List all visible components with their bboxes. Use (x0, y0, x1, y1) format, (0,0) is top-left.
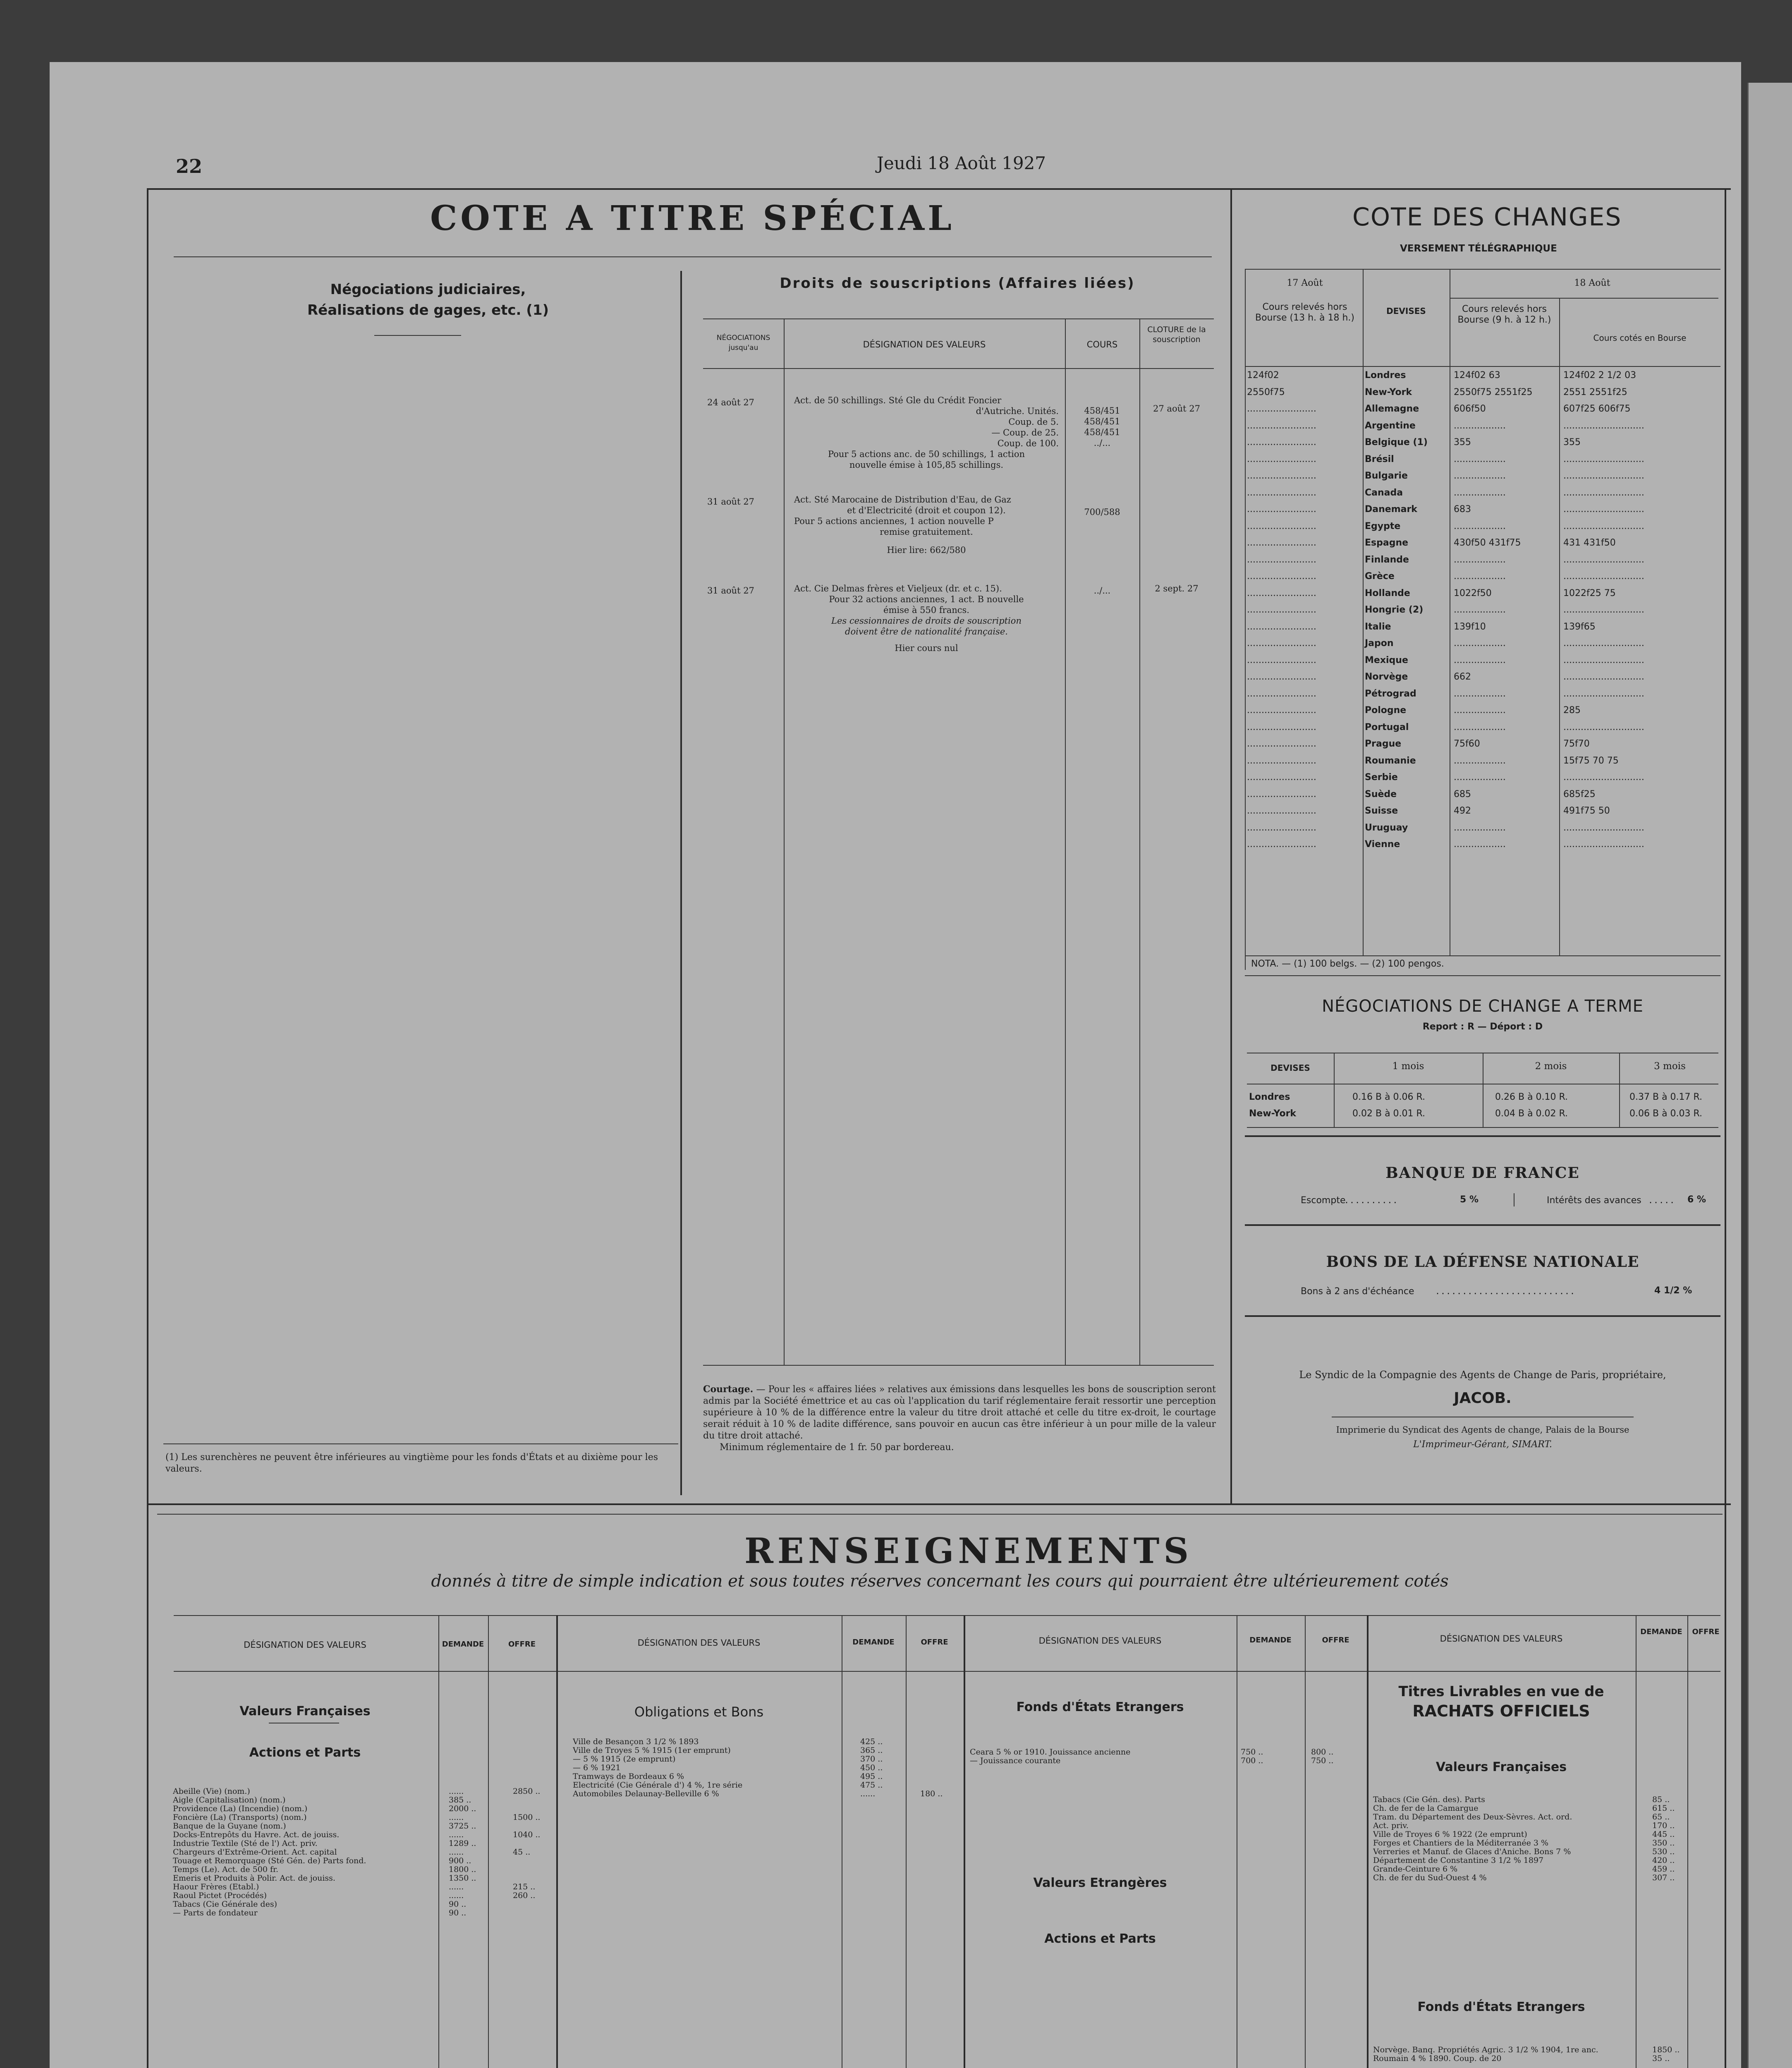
list-item-demande: 495 .. (860, 1772, 883, 1781)
changes-bourse: 491f75 50 (1563, 806, 1610, 816)
changes-devise: Espagne (1365, 538, 1409, 548)
list-item-demande: ...... (860, 1789, 876, 1798)
list-item-name: Tram. du Département des Deux-Sèvres. Act. ord. (1373, 1812, 1572, 1821)
changes-devise: Pologne (1365, 705, 1407, 716)
changes-hors: .................. (1454, 705, 1506, 716)
divider-1 (680, 271, 682, 1495)
list-item-demande: 425 .. (860, 1737, 883, 1746)
changes-bourse: ............................ (1563, 454, 1644, 464)
list-item-name: Forges et Chantiers de la Méditerranée 3 % (1373, 1838, 1549, 1848)
entry2-text: Act. Sté Marocaine de Distribution d'Eau, de Gaz et d'Electricité (droit et coupon 12). Pour 5 actions anciennes, 1 action nouvelle P remise gratuitement. Hier lire: 662/580 (794, 495, 1011, 555)
c2-col-offre: OFFRE (921, 1638, 948, 1647)
col-designation: DÉSIGNATION DES VALEURS (863, 340, 986, 349)
c3-section: Fonds d'États Etrangers (1016, 1700, 1184, 1714)
list-item-demande: 3725 .. (449, 1821, 476, 1831)
col-negociations: NÉGOCIATIONS jusqu'au (716, 334, 770, 352)
terme-ny-1: 0.02 B à 0.01 R. (1352, 1108, 1426, 1119)
adjacent-page-edge (1747, 83, 1792, 2068)
list-item-name: Raoul Pictet (Procédés) (173, 1891, 267, 1900)
changes-bourse: 2551 2551f25 (1563, 387, 1627, 397)
changes-prev: ........................ (1247, 521, 1316, 531)
list-item-name: Ch. de fer du Sud-Ouest 4 % (1373, 1873, 1487, 1882)
list-item-name: Ville de Besançon 3 1/2 % 1893 (573, 1737, 699, 1746)
avances-label: Intérêts des avances (1547, 1195, 1641, 1206)
c1-col-offre: OFFRE (508, 1640, 536, 1649)
changes-devise: Finlande (1365, 555, 1409, 565)
list-item-demande: 450 .. (860, 1763, 883, 1772)
c1-col-demande: DEMANDE (442, 1640, 484, 1649)
page-number: 22 (176, 155, 203, 177)
c2-col-demande: DEMANDE (852, 1638, 895, 1647)
changes-bourse: ............................ (1563, 571, 1644, 582)
col-bourse: Cours cotés en Bourse (1593, 333, 1687, 343)
list-item-offre: 2850 .. (513, 1787, 541, 1796)
changes-prev: 2550f75 (1247, 387, 1285, 397)
entry3-date: 31 août 27 (707, 586, 754, 596)
list-item-demande: 307 .. (1652, 1873, 1675, 1882)
left-footnote: (1) Les surenchères ne peuvent être inférieures au vingtième pour les fonds d'États et au dixième pour les valeurs. (165, 1452, 658, 1474)
cote-special-title: COTE A TITRE SPÉCIAL (430, 199, 955, 238)
changes-bourse: ............................ (1563, 504, 1644, 515)
changes-prev: ........................ (1247, 655, 1316, 665)
list-item-name: Tabacs (Cie Gén. des). Parts (1373, 1795, 1485, 1804)
courtage-text: — Pour les « affaires liées » relatives aux émissions dans lesquelles les bons de souscription seront admis par la Société émettrice et au cas où l'application du tarif réglementaire ferait ressortir une perception supérieure à 10 % de la différence entre la valeur du titre droit attaché et celle du titre ex-droit, le courtage serait réduit à 10 % de ladite différence, sans pouvoir en aucun cas être inférieur à un pour mille de la valeur du titre droit attaché. (703, 1384, 1216, 1441)
changes-hors: .................. (1454, 555, 1506, 565)
changes-bourse: 607f25 606f75 (1563, 404, 1631, 414)
changes-bourse: ............................ (1563, 421, 1644, 431)
list-item-name: Automobiles Delaunay-Belleville 6 % (573, 1789, 719, 1798)
changes-devise: Japon (1365, 638, 1394, 649)
list-item-demande: ...... (449, 1882, 464, 1891)
terme-ny-3: 0.06 B à 0.03 R. (1629, 1108, 1703, 1119)
changes-devise: Bulgarie (1365, 471, 1408, 481)
changes-bourse: ............................ (1563, 823, 1644, 833)
list-item-demande: 1800 .. (449, 1865, 476, 1874)
changes-devise: Suisse (1365, 806, 1398, 816)
list-item-offre: 750 .. (1311, 1756, 1334, 1765)
terme-devise-2: New-York (1249, 1108, 1297, 1119)
c3-col-demande: DEMANDE (1249, 1636, 1292, 1644)
list-item-name: Abeille (Vie) (nom.) (173, 1787, 250, 1796)
page-date: Jeudi 18 Août 1927 (877, 153, 1046, 173)
list-item-demande: ...... (449, 1848, 464, 1857)
changes-devise: Mexique (1365, 655, 1408, 665)
changes-bourse: 75f70 (1563, 739, 1590, 749)
terme-devise-1: Londres (1249, 1092, 1290, 1102)
changes-devise: Danemark (1365, 504, 1417, 515)
syndic-name: JACOB. (1454, 1390, 1512, 1407)
list-item-name: Electricité (Cie Générale d') 4 %, 1re série (573, 1781, 743, 1790)
list-item-demande: 445 .. (1652, 1830, 1675, 1839)
list-item-demande: 350 .. (1652, 1838, 1675, 1848)
col-prev: Cours relevés hors Bourse (13 h. à 18 h.) (1255, 302, 1354, 323)
terme-col-1: 1 mois (1392, 1061, 1424, 1072)
changes-prev: 124f02 (1247, 370, 1279, 381)
c2-section: Obligations et Bons (634, 1704, 764, 1720)
list-item-demande: 459 .. (1652, 1865, 1675, 1874)
list-item-demande: 370 .. (860, 1754, 883, 1764)
changes-devise: Italie (1365, 622, 1391, 632)
c4-col-demande: DEMANDE (1640, 1628, 1682, 1636)
list-item-demande: 615 .. (1652, 1804, 1675, 1813)
list-item-name: Ville de Troyes 5 % 1915 (1er emprunt) (573, 1746, 731, 1755)
list-item-demande: ...... (449, 1830, 464, 1839)
changes-devise: Hollande (1365, 588, 1410, 598)
changes-prev: ........................ (1247, 638, 1316, 649)
changes-bourse: ............................ (1563, 689, 1644, 699)
list-item-offre: 215 .. (513, 1882, 536, 1891)
changes-bourse: ............................ (1563, 655, 1644, 665)
changes-bourse: ............................ (1563, 521, 1644, 531)
terme-col-3: 3 mois (1654, 1061, 1686, 1072)
list-item-name: Haour Frères (Etabl.) (173, 1882, 259, 1891)
changes-hors: .................. (1454, 722, 1506, 732)
list-item-demande: 1350 .. (449, 1874, 476, 1883)
negociations-heading: Négociations judiciaires, (330, 281, 526, 298)
list-item-demande: 750 .. (1241, 1747, 1263, 1757)
list-item-demande: 365 .. (860, 1746, 883, 1755)
changes-devise: Grèce (1365, 571, 1395, 582)
changes-prev: ........................ (1247, 806, 1316, 816)
list-item-demande: 530 .. (1652, 1847, 1675, 1856)
entry2-date: 31 août 27 (707, 497, 754, 507)
changes-title: COTE DES CHANGES (1352, 203, 1622, 232)
terme-col-devises: DEVISES (1270, 1063, 1310, 1073)
list-item-demande: 700 .. (1241, 1756, 1263, 1765)
changes-hors: 2550f75 2551f25 (1454, 387, 1533, 397)
changes-bourse: ............................ (1563, 722, 1644, 732)
c1-sub: Actions et Parts (249, 1745, 361, 1760)
changes-devise: Hongrie (2) (1365, 605, 1424, 615)
list-item-name: Ceara 5 % or 1910. Jouissance ancienne (970, 1747, 1131, 1757)
changes-hors: 662 (1454, 672, 1471, 682)
changes-devise: Roumanie (1365, 756, 1416, 766)
courtage-paragraph (703, 1383, 1216, 1453)
changes-hors: .................. (1454, 823, 1506, 833)
terme-ny-2: 0.04 B à 0.02 R. (1495, 1108, 1568, 1119)
changes-bourse: ............................ (1563, 839, 1644, 850)
section-divider (147, 1503, 1731, 1505)
list-item-name: Aigle (Capitalisation) (nom.) (173, 1795, 286, 1805)
list-item-name: Industrie Textile (Sté de l') Act. priv. (173, 1839, 318, 1848)
terme-subtitle: Report : R — Déport : D (1422, 1022, 1543, 1032)
list-item-demande: ...... (449, 1813, 464, 1822)
c1-section: Valeurs Françaises (239, 1704, 371, 1719)
list-item-demande: 65 .. (1652, 1812, 1670, 1821)
c3-section2: Valeurs Etrangères (1033, 1876, 1167, 1890)
changes-prev: ........................ (1247, 789, 1316, 799)
changes-hors: .................. (1454, 655, 1506, 665)
entry1-cours: 458/451 458/451 458/451 ../... (1084, 406, 1120, 448)
changes-devise: Prague (1365, 739, 1402, 749)
list-item-demande: 2000 .. (449, 1804, 476, 1813)
changes-hors: 139f10 (1454, 622, 1486, 632)
droits-header-bottom (703, 368, 1214, 369)
changes-prev: ........................ (1247, 488, 1316, 498)
changes-prev: ........................ (1247, 705, 1316, 716)
right-border (1725, 188, 1726, 1503)
c4-heading2: RACHATS OFFICIELS (1412, 1702, 1590, 1720)
changes-hors: .................. (1454, 521, 1506, 531)
changes-prev: ........................ (1247, 404, 1316, 414)
changes-prev: ........................ (1247, 471, 1316, 481)
changes-hors: 75f60 (1454, 739, 1480, 749)
changes-prev: ........................ (1247, 772, 1316, 783)
changes-bourse: 1022f25 75 (1563, 588, 1616, 598)
list-item-name: Ch. de fer de la Camargue (1373, 1804, 1479, 1813)
changes-devise: Suède (1365, 789, 1397, 799)
banque-title: BANQUE DE FRANCE (1385, 1164, 1580, 1182)
list-item-offre: 260 .. (513, 1891, 536, 1900)
top-rule (147, 188, 1731, 190)
realisations-heading: Réalisations de gages, etc. (1) (307, 302, 549, 318)
changes-devise: Londres (1365, 370, 1406, 381)
changes-bourse: ............................ (1563, 471, 1644, 481)
c3-col-designation: DÉSIGNATION DES VALEURS (1038, 1636, 1162, 1646)
changes-bourse: ............................ (1563, 772, 1644, 783)
changes-devise: Vienne (1365, 839, 1400, 850)
list-item-demande: 90 .. (449, 1908, 467, 1917)
terme-title: NÉGOCIATIONS DE CHANGE A TERME (1322, 997, 1644, 1016)
changes-devise: Norvège (1365, 672, 1408, 682)
entry3-cours: ../... (1093, 586, 1111, 596)
list-item-name: Chargeurs d'Extrême-Orient. Act. capital (173, 1848, 337, 1857)
changes-subtitle: VERSEMENT TÉLÉGRAPHIQUE (1400, 243, 1557, 254)
list-item-demande: 420 .. (1652, 1856, 1675, 1865)
changes-devise: Portugal (1365, 722, 1409, 732)
changes-hors: 683 (1454, 504, 1471, 515)
list-item-name: Norvège. Banq. Propriétés Agric. 3 1/2 % 1904, 1re anc. (1373, 2045, 1598, 2054)
col-devises: DEVISES (1386, 306, 1426, 316)
list-item-offre: 800 .. (1311, 1747, 1334, 1757)
changes-prev: ........................ (1247, 823, 1316, 833)
renseignements-subtitle: donnés à titre de simple indication et sous toutes réserves concernant les cours qui pourraient être ultérieurement cotés (431, 1572, 1449, 1591)
terme-londres-2: 0.26 B à 0.10 R. (1495, 1092, 1568, 1102)
c4-col-offre: OFFRE (1692, 1628, 1720, 1636)
list-item-demande: 475 .. (860, 1781, 883, 1790)
changes-prev: ........................ (1247, 555, 1316, 565)
changes-bourse: ............................ (1563, 638, 1644, 649)
list-item-name: Touage et Remorquage (Sté Gén. de) Parts fond. (173, 1856, 366, 1865)
changes-devise: Allemagne (1365, 404, 1419, 414)
changes-bourse: ............................ (1563, 672, 1644, 682)
c2-col-designation: DÉSIGNATION DES VALEURS (637, 1638, 761, 1648)
changes-hors: .................. (1454, 605, 1506, 615)
list-item-name: Tabacs (Cie Générale des) (173, 1900, 278, 1909)
list-item-name: Temps (Le). Act. de 500 fr. (173, 1865, 279, 1874)
list-item-demande: 170 .. (1652, 1821, 1675, 1830)
changes-devise: Argentine (1365, 421, 1416, 431)
list-item-name: Foncière (La) (Transports) (nom.) (173, 1813, 307, 1822)
changes-prev: ........................ (1247, 622, 1316, 632)
changes-hors: 685 (1454, 789, 1471, 799)
list-item-demande: 1289 .. (449, 1839, 476, 1848)
list-item-demande: ...... (449, 1891, 464, 1900)
changes-hors: 430f50 431f75 (1454, 538, 1521, 548)
changes-prev: ........................ (1247, 571, 1316, 582)
list-item-name: — 6 % 1921 (573, 1763, 621, 1772)
changes-prev: ........................ (1247, 421, 1316, 431)
changes-bourse: 685f25 (1563, 789, 1596, 799)
changes-bourse: ............................ (1563, 488, 1644, 498)
col-cloture: CLOTURE de la souscription (1147, 325, 1206, 344)
list-item-name: — Parts de fondateur (173, 1908, 258, 1917)
c3-sub2: Actions et Parts (1044, 1932, 1156, 1946)
date-cur: 18 Août (1574, 278, 1610, 288)
entry2-cours: 700/588 (1084, 507, 1120, 517)
gerant: L'Imprimeur-Gérant, SIMART. (1413, 1439, 1552, 1450)
list-item-demande: 90 .. (449, 1900, 467, 1909)
list-item-demande: 385 .. (449, 1795, 471, 1805)
changes-devise: Egypte (1365, 521, 1401, 531)
terme-londres-1: 0.16 B à 0.06 R. (1352, 1092, 1426, 1102)
changes-bourse: 285 (1563, 705, 1581, 716)
entry1-date: 24 août 27 (707, 397, 754, 407)
list-item-offre: 1500 .. (513, 1813, 541, 1822)
c4-section2: Fonds d'États Etrangers (1417, 2000, 1585, 2014)
changes-hors: 1022f50 (1454, 588, 1492, 598)
list-item-name: Emeris et Produits à Polir. Act. de jouiss. (173, 1874, 335, 1883)
divider-2 (1230, 188, 1232, 1503)
entry3-cloture: 2 sept. 27 (1155, 584, 1199, 594)
changes-bourse: 431 431f50 (1563, 538, 1616, 548)
list-item-name: Tramways de Bordeaux 6 % (573, 1772, 684, 1781)
list-item-demande: 85 .. (1652, 1795, 1670, 1804)
droits-title: Droits de souscriptions (Affaires liées) (780, 275, 1135, 292)
list-item-demande: 900 .. (449, 1856, 471, 1865)
syndic-line: Le Syndic de la Compagnie des Agents de Change de Paris, propriétaire, (1299, 1369, 1666, 1381)
c4-heading1: Titres Livrables en vue de (1398, 1683, 1604, 1700)
changes-hors: 355 (1454, 437, 1471, 448)
escompte-value: 5 % (1460, 1194, 1479, 1205)
changes-hors: .................. (1454, 638, 1506, 649)
heading-underline (374, 335, 461, 336)
courtage-minimum: Minimum réglementaire de 1 fr. 50 par bordereau. (720, 1442, 954, 1453)
imprimerie: Imprimerie du Syndicat des Agents de change, Palais de la Bourse (1336, 1425, 1629, 1435)
changes-devise: Uruguay (1365, 823, 1408, 833)
date-prev: 17 Août (1287, 278, 1323, 288)
changes-devise: Brésil (1365, 454, 1394, 464)
list-item-name: Act. priv. (1373, 1821, 1409, 1830)
changes-hors: 606f50 (1454, 404, 1486, 414)
changes-prev: ........................ (1247, 504, 1316, 515)
changes-bourse: 139f65 (1563, 622, 1596, 632)
c3-col-offre: OFFRE (1322, 1636, 1349, 1644)
changes-hors: 124f02 63 (1454, 370, 1500, 381)
courtage-label: Courtage. (703, 1384, 754, 1395)
changes-devise: Pétrograd (1365, 689, 1416, 699)
changes-hors: .................. (1454, 756, 1506, 766)
terme-col-2: 2 mois (1535, 1061, 1567, 1072)
left-border (147, 188, 148, 1503)
changes-prev: ........................ (1247, 689, 1316, 699)
changes-hors: .................. (1454, 421, 1506, 431)
changes-hors: .................. (1454, 471, 1506, 481)
changes-bourse: ............................ (1563, 555, 1644, 565)
changes-bourse: 355 (1563, 437, 1581, 448)
list-item-offre: 180 .. (920, 1789, 943, 1798)
changes-prev: ........................ (1247, 588, 1316, 598)
entry1-cloture: 27 août 27 (1153, 404, 1200, 414)
changes-hors: .................. (1454, 839, 1506, 850)
changes-bourse: 15f75 70 75 (1563, 756, 1619, 766)
title-rule (174, 256, 1212, 257)
droits-table-top (703, 318, 1214, 319)
c4-col-designation: DÉSIGNATION DES VALEURS (1440, 1634, 1563, 1644)
changes-prev: ........................ (1247, 437, 1316, 448)
list-item-name: Grande-Ceinture 6 % (1373, 1865, 1458, 1874)
list-item-name: Ville de Troyes 6 % 1922 (2e emprunt) (1373, 1830, 1527, 1839)
list-item-name: Verreries et Manuf. de Glaces d'Aniche. Bons 7 % (1373, 1847, 1571, 1856)
changes-bourse: 124f02 2 1/2 03 (1563, 370, 1636, 381)
list-item-offre: 45 .. (513, 1848, 531, 1857)
list-item-name: Banque de la Guyane (nom.) (173, 1821, 286, 1831)
bons-title: BONS DE LA DÉFENSE NATIONALE (1326, 1253, 1639, 1271)
changes-devise: New-York (1365, 387, 1412, 397)
list-item-name: — 5 % 1915 (2e emprunt) (573, 1754, 676, 1764)
changes-hors: 492 (1454, 806, 1471, 816)
list-item-demande: ...... (449, 1787, 464, 1796)
changes-devise: Belgique (1) (1365, 437, 1428, 448)
footnote-rule (163, 1443, 678, 1444)
changes-prev: ........................ (1247, 605, 1316, 615)
bons-label: Bons à 2 ans d'échéance (1301, 1286, 1414, 1297)
changes-prev: ........................ (1247, 454, 1316, 464)
changes-hors: .................. (1454, 571, 1506, 582)
list-item-name: Département de Constantine 3 1/2 % 1897 (1373, 1856, 1544, 1865)
changes-devise: Serbie (1365, 772, 1398, 783)
bons-value: 4 1/2 % (1654, 1285, 1692, 1296)
list-item-offre: 1040 .. (513, 1830, 541, 1839)
changes-prev: ........................ (1247, 739, 1316, 749)
changes-hors: .................. (1454, 488, 1506, 498)
entry1-text: Act. de 50 schillings. Sté Gle du Crédit Foncier d'Autriche. Unités. Coup. de 5. — Coup. de 25. Coup. de 100. Pour 5 actions anc. de 50 schillings, 1 action nouvelle émise à 105,85 schillings. (794, 395, 1059, 470)
changes-prev: ........................ (1247, 839, 1316, 850)
c1-col-designation: DÉSIGNATION DES VALEURS (244, 1640, 366, 1650)
changes-devise: Canada (1365, 488, 1403, 498)
c4-section: Valeurs Françaises (1436, 1760, 1567, 1774)
changes-hors: .................. (1454, 454, 1506, 464)
list-item-name: — Jouissance courante (970, 1756, 1061, 1765)
entry3-text: Act. Cie Delmas frères et Vieljeux (dr. et c. 15). Pour 32 actions anciennes, 1 act. B nouvelle émise à 550 francs. Les cessionnaires de droits de souscription doivent être de nationalité française. Hier cours nul (794, 584, 1024, 653)
changes-prev: ........................ (1247, 538, 1316, 548)
avances-value: 6 % (1687, 1194, 1706, 1205)
changes-bourse: ............................ (1563, 605, 1644, 615)
list-item-name: Docks-Entrepôts du Havre. Act. de jouiss. (173, 1830, 340, 1839)
escompte-label: Escompte (1301, 1195, 1346, 1206)
terme-londres-3: 0.37 B à 0.17 R. (1629, 1092, 1703, 1102)
list-item-demande: 1850 .. (1652, 2045, 1680, 2054)
changes-nota: NOTA. — (1) 100 belgs. — (2) 100 pengos. (1251, 959, 1444, 969)
list-item-demande: 35 .. (1652, 2054, 1670, 2063)
changes-hors: .................. (1454, 772, 1506, 783)
renseignements-title: RENSEIGNEMENTS (744, 1530, 1193, 1571)
col-cours: COURS (1086, 340, 1118, 349)
col-hors: Cours relevés hors Bourse (9 h. à 12 h.) (1457, 304, 1551, 325)
changes-prev: ........................ (1247, 756, 1316, 766)
changes-prev: ........................ (1247, 722, 1316, 732)
changes-prev: ........................ (1247, 672, 1316, 682)
list-item-name: Roumain 4 % 1890. Coup. de 20 (1373, 2054, 1502, 2063)
changes-hors: .................. (1454, 689, 1506, 699)
list-item-name: Providence (La) (Incendie) (nom.) (173, 1804, 308, 1813)
